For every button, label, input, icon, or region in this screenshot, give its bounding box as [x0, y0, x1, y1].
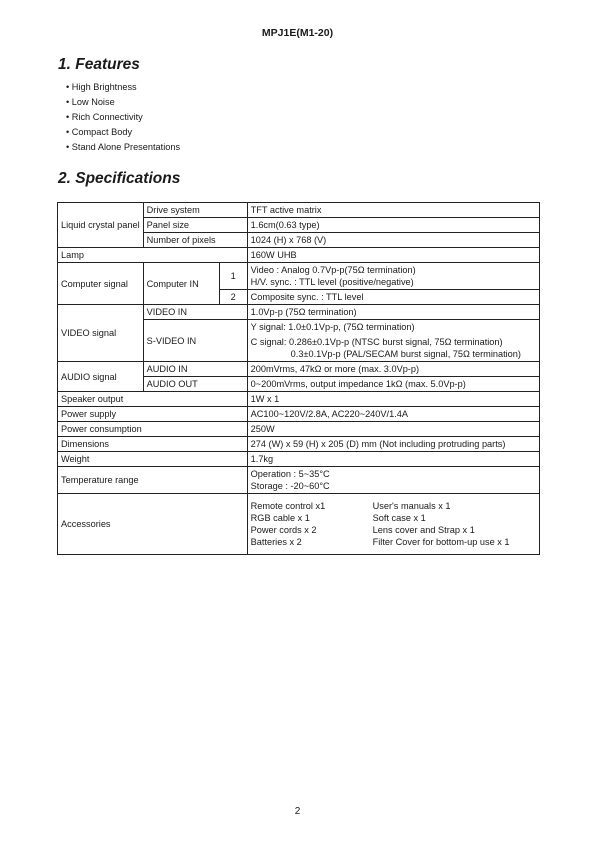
specifications-table [57, 202, 540, 555]
spec-value-line: C signal: 0.286±0.1Vp-p (NTSC burst signal, 75Ω termination) [250, 337, 503, 347]
spec-label: Power supply [58, 407, 248, 422]
list-item: • Rich Connectivity [66, 110, 180, 125]
document-header: MPJ1E(M1-20) [261, 27, 334, 39]
spec-index: 1 [219, 263, 247, 290]
spec-value: 1.6cm(0.63 type) [247, 218, 539, 233]
spec-sublabel: Number of pixels [143, 233, 247, 248]
spec-label: Power consumption [58, 422, 248, 437]
features-list [66, 80, 180, 155]
spec-value [247, 494, 539, 555]
spec-label: Dimensions [58, 437, 248, 452]
list-item: Soft case x 1 [372, 513, 426, 523]
spec-sublabel: S-VIDEO IN [143, 320, 247, 362]
table-row [58, 452, 540, 467]
spec-label: Accessories [58, 494, 248, 555]
table-row [58, 263, 540, 290]
table-row [58, 203, 540, 218]
spec-sublabel: AUDIO IN [143, 362, 247, 377]
spec-value [247, 263, 539, 290]
spec-value [247, 467, 539, 494]
page-number: 2 [294, 806, 301, 817]
table-row [58, 422, 540, 437]
spec-label: Liquid crystal panel [58, 203, 144, 248]
spec-label: Computer signal [58, 263, 144, 305]
spec-value: TFT active matrix [247, 203, 539, 218]
list-item: • Low Noise [66, 95, 180, 110]
spec-value [247, 320, 539, 362]
list-item: Filter Cover for bottom-up use x 1 [372, 537, 510, 547]
list-item: User's manuals x 1 [372, 501, 451, 511]
list-item: Batteries x 2 [250, 537, 302, 547]
spec-label: AUDIO signal [58, 362, 144, 392]
spec-value-line: Storage : -20~60°C [250, 481, 330, 491]
spec-value: AC100~120V/2.8A, AC220~240V/1.4A [247, 407, 539, 422]
spec-value: 1.0Vp-p (75Ω termination) [247, 305, 539, 320]
spec-value-line: Y signal: 1.0±0.1Vp-p, (75Ω termination) [250, 322, 415, 332]
spec-value: 200mVrms, 47kΩ or more (max. 3.0Vp-p) [247, 362, 539, 377]
spec-value-line: Operation : 5~35°C [250, 469, 330, 479]
list-item: • Stand Alone Presentations [66, 140, 180, 155]
features-title: 1. Features [58, 56, 140, 73]
table-row [58, 494, 540, 555]
list-item: Power cords x 2 [250, 525, 317, 535]
accessories-column [251, 500, 373, 548]
accessories-column [373, 500, 510, 548]
table-row [58, 305, 540, 320]
spec-value: 1024 (H) x 768 (V) [247, 233, 539, 248]
table-row [58, 407, 540, 422]
spec-label: Lamp [58, 248, 248, 263]
table-row [58, 437, 540, 452]
spec-label: Speaker output [58, 392, 248, 407]
table-row [58, 362, 540, 377]
accessories-list [251, 500, 536, 548]
spec-label: Weight [58, 452, 248, 467]
spec-value: 274 (W) x 59 (H) x 205 (D) mm (Not including protruding parts) [247, 437, 539, 452]
spec-value-line: 0.3±0.1Vp-p (PAL/SECAM burst signal, 75Ω termination) [290, 349, 521, 359]
spec-value: 0~200mVrms, output impedance 1kΩ (max. 5.0Vp-p) [247, 377, 539, 392]
list-item: • High Brightness [66, 80, 180, 95]
table-row [58, 392, 540, 407]
spec-value: 1W x 1 [247, 392, 539, 407]
spec-sublabel: AUDIO OUT [143, 377, 247, 392]
specifications-title: 2. Specifications [58, 170, 181, 187]
spec-value-line: H/V. sync. : TTL level (positive/negative) [250, 277, 414, 287]
spec-label: VIDEO signal [58, 305, 144, 362]
spec-index: 2 [219, 290, 247, 305]
table-row [58, 248, 540, 263]
spec-value: 250W [247, 422, 539, 437]
spec-sublabel: Panel size [143, 218, 247, 233]
list-item: Remote control x1 [250, 501, 326, 511]
list-item: Lens cover and Strap x 1 [372, 525, 475, 535]
spec-value: 1.7kg [247, 452, 539, 467]
table-row [58, 467, 540, 494]
list-item: RGB cable x 1 [250, 513, 310, 523]
spec-sublabel: VIDEO IN [143, 305, 247, 320]
spec-value: 160W UHB [247, 248, 539, 263]
spec-sublabel: Computer IN [143, 263, 219, 305]
list-item: • Compact Body [66, 125, 180, 140]
spec-sublabel: Drive system [143, 203, 247, 218]
spec-value-line: Video : Analog 0.7Vp-p(75Ω termination) [250, 265, 416, 275]
spec-value: Composite sync. : TTL level [247, 290, 539, 305]
spec-label: Temperature range [58, 467, 248, 494]
